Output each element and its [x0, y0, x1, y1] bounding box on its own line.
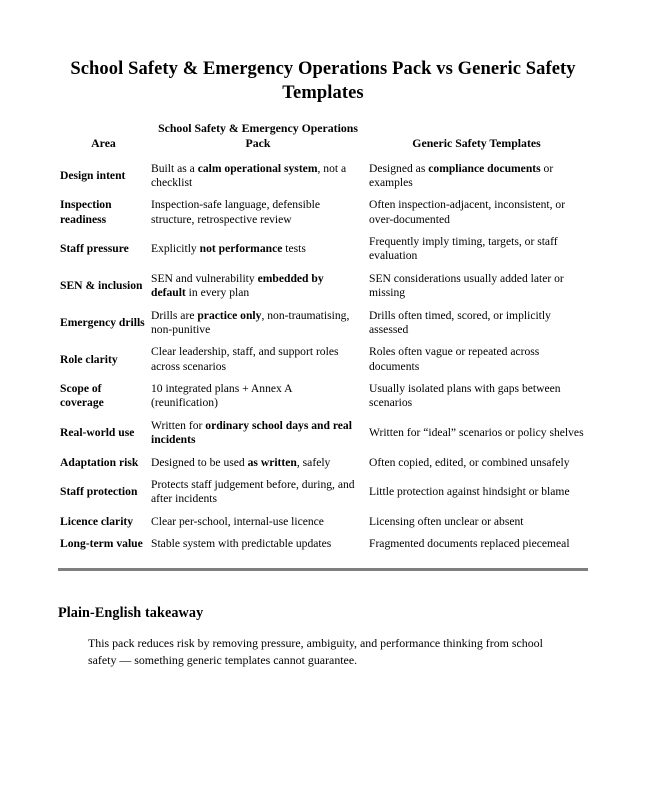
- cell-generic: [367, 474, 588, 511]
- takeaway-paragraph: This pack reduces risk by removing pressure, ambiguity, and performance thinking from school safety — something generic templates cannot guarantee.: [88, 635, 543, 667]
- cell-text: Stable system with predictable updates: [151, 537, 332, 551]
- row-header-area: Staff pressure: [60, 242, 129, 256]
- cell-generic: [367, 533, 588, 555]
- cell-text-trailing: tests: [282, 242, 306, 256]
- cell-text: Licensing often unclear or absent: [369, 514, 524, 528]
- cell-pack: [151, 511, 367, 533]
- cell-pack: [151, 415, 367, 452]
- row-header-area: Inspection readiness: [60, 198, 112, 226]
- cell-generic: [367, 194, 588, 231]
- cell-generic: [367, 452, 588, 474]
- table-header: [58, 119, 588, 157]
- cell-text: Designed as: [369, 161, 429, 175]
- table-row: [58, 158, 588, 195]
- table-row: [58, 474, 588, 511]
- cell-text: Clear per-school, internal-use licence: [151, 514, 324, 528]
- cell-text: 10 integrated plans + Annex A (reunification): [151, 382, 292, 410]
- cell-pack: [151, 268, 367, 305]
- row-header-area: Licence clarity: [60, 514, 134, 528]
- cell-pack: [151, 474, 367, 511]
- cell-generic: [367, 268, 588, 305]
- cell-text: Built as a: [151, 161, 198, 175]
- cell-emphasis: calm operational system: [197, 161, 318, 175]
- cell-text: Roles often vague or repeated across documents: [369, 345, 540, 373]
- cell-generic: [367, 231, 588, 268]
- page-title: School Safety & Emergency Operations Pack vs Generic Safety Templates: [70, 59, 576, 103]
- cell-text: Clear leadership, staff, and support roles across scenarios: [151, 345, 339, 373]
- row-header-area: Role clarity: [60, 352, 118, 366]
- cell-text-trailing: , not a checklist: [151, 161, 347, 189]
- cell-text: Written for: [151, 418, 206, 432]
- cell-text: SEN considerations usually added later or missing: [369, 271, 564, 300]
- cell-generic: [367, 415, 588, 452]
- cell-text: Protects staff judgement before, during, and after incidents: [151, 477, 355, 506]
- row-header-area: Design intent: [60, 168, 126, 182]
- document-content: [58, 0, 588, 669]
- cell-text: SEN and vulnerability: [151, 271, 258, 285]
- cell-emphasis: as written: [247, 455, 297, 469]
- cell-emphasis: practice only: [197, 308, 262, 322]
- cell-text: Written for “ideal” scenarios or policy shelves: [369, 426, 584, 440]
- row-header-area: Scope of coverage: [60, 382, 104, 410]
- cell-generic: [367, 158, 588, 195]
- cell-generic: [367, 511, 588, 533]
- cell-text: Often copied, edited, or combined unsafely: [369, 455, 570, 469]
- cell-pack: [151, 231, 367, 268]
- takeaway-heading: Plain-English takeaway: [58, 605, 204, 622]
- cell-generic: [367, 305, 588, 342]
- row-header-area: SEN & inclusion: [60, 279, 143, 293]
- cell-pack: [151, 305, 367, 342]
- table-row: [58, 231, 588, 268]
- cell-pack: [151, 378, 367, 415]
- cell-text-trailing: , safely: [296, 455, 331, 469]
- row-header-area: Long-term value: [60, 537, 143, 551]
- column-header-pack: School Safety & Emergency Operations Pack: [158, 121, 358, 150]
- cell-emphasis: ordinary school days and real incidents: [151, 418, 352, 447]
- cell-text-trailing: , non-traumatising, non-punitive: [151, 308, 350, 336]
- table-row: [58, 268, 588, 305]
- cell-pack: [151, 452, 367, 474]
- cell-pack: [151, 194, 367, 231]
- cell-text-trailing: in every plan: [185, 286, 250, 300]
- comparison-table: [58, 119, 588, 555]
- cell-pack: [151, 533, 367, 555]
- row-header-area: Adaptation risk: [60, 455, 139, 469]
- cell-pack: [151, 158, 367, 195]
- cell-emphasis: not performance: [199, 242, 283, 256]
- cell-text: Fragmented documents replaced piecemeal: [369, 537, 570, 551]
- cell-text: Designed to be used: [151, 455, 248, 469]
- cell-text: Little protection against hindsight or blame: [369, 485, 570, 499]
- column-header-generic: Generic Safety Templates: [412, 135, 541, 150]
- cell-text: Drills are: [151, 308, 198, 322]
- cell-pack: [151, 341, 367, 378]
- row-header-area: Emergency drills: [60, 315, 145, 329]
- table-row: [58, 341, 588, 378]
- cell-generic: [367, 378, 588, 415]
- cell-generic: [367, 341, 588, 378]
- column-header-area: Area: [91, 135, 116, 150]
- table-row: [58, 452, 588, 474]
- table-row: [58, 194, 588, 231]
- cell-text-trailing: or examples: [369, 161, 554, 189]
- cell-text: Explicitly: [151, 242, 200, 256]
- cell-emphasis: embedded by default: [151, 271, 324, 300]
- table-header-row: [58, 119, 588, 157]
- table-row: [58, 511, 588, 533]
- table-body: [58, 158, 588, 556]
- cell-text: Inspection-safe language, defensible structure, retrospective review: [151, 198, 321, 226]
- table-row: [58, 533, 588, 555]
- cell-text: Often inspection-adjacent, inconsistent, or over-documented: [369, 198, 566, 226]
- table-row: [58, 305, 588, 342]
- table-row: [58, 378, 588, 415]
- cell-text: Drills often timed, scored, or implicitly assessed: [369, 308, 551, 336]
- row-header-area: Staff protection: [60, 485, 138, 499]
- cell-emphasis: compliance documents: [428, 161, 541, 175]
- cell-text: Usually isolated plans with gaps between scenarios: [369, 382, 561, 410]
- cell-text: Frequently imply timing, targets, or staff evaluation: [369, 235, 558, 263]
- table-row: [58, 415, 588, 452]
- row-header-area: Real-world use: [60, 426, 135, 440]
